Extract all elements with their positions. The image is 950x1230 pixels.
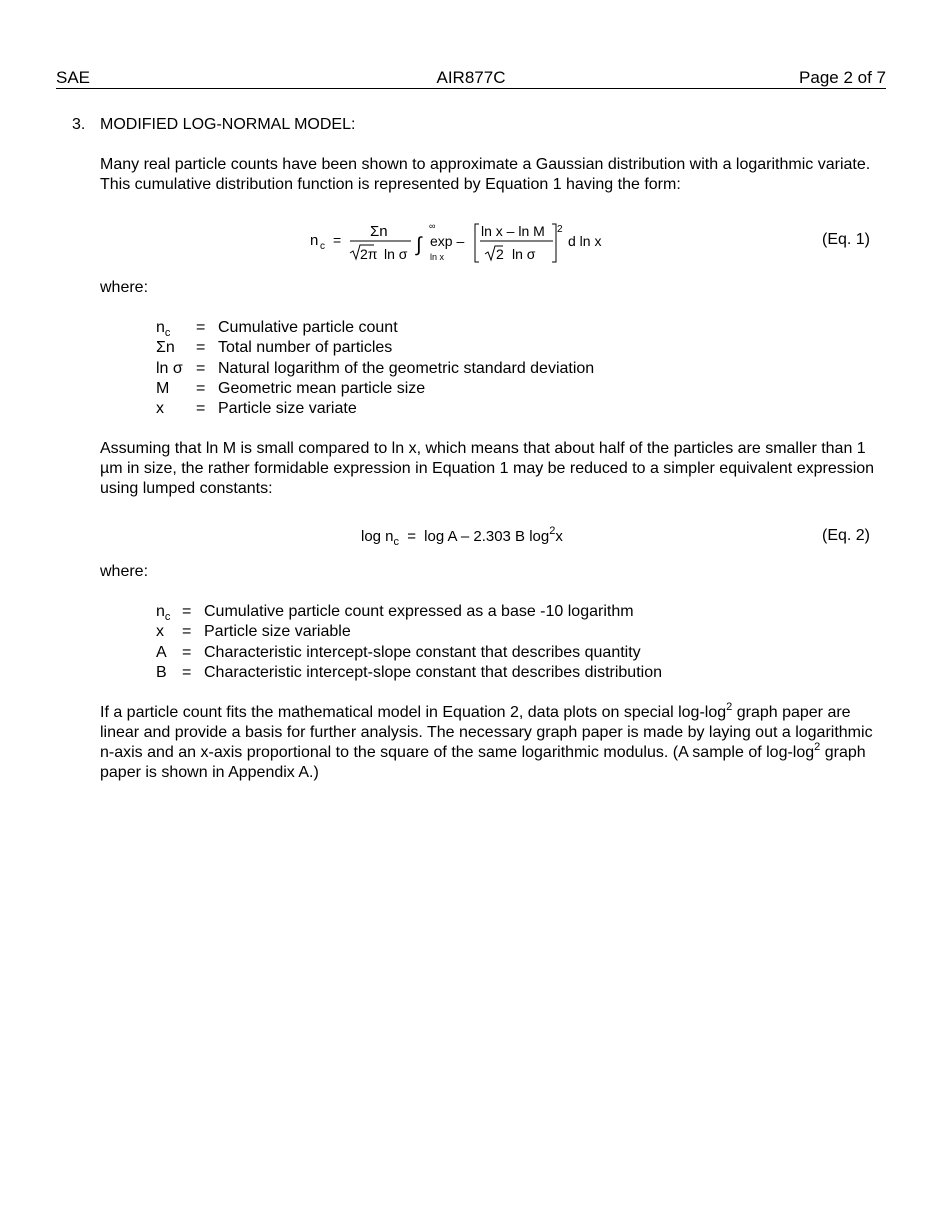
eq1-left-bracket-icon (475, 224, 479, 262)
header-document-id: AIR877C (436, 68, 506, 87)
page-header (56, 68, 886, 89)
definition-symbol: Σn (156, 339, 175, 357)
section-title: MODIFIED LOG-NORMAL MODEL: (100, 116, 356, 133)
eq1-lhs: n (310, 232, 319, 249)
definition-equals: = (196, 379, 206, 397)
definition-symbol: x (156, 400, 164, 418)
eq1-lower-limit: ln x (430, 252, 445, 262)
definition-symbol: M (156, 379, 170, 397)
definition-row (156, 359, 594, 379)
definition-text: Characteristic intercept-slope constant that describes distribution (204, 663, 662, 681)
eq2-lhs-sub: c (393, 536, 400, 548)
definition-text: Cumulative particle count (218, 319, 398, 336)
paragraph-graph-paper-part3: graph paper is shown in Appendix A.) (100, 744, 866, 781)
definition-symbol: n (156, 319, 165, 336)
eq1-denom-tail: ln σ (384, 246, 408, 262)
eq2-equals: = (407, 528, 416, 545)
eq1-inner-denom-root: 2 (496, 246, 504, 262)
section-heading (72, 115, 355, 135)
eq1-denom-root: 2π (360, 246, 378, 262)
eq2-rhs-sup: 2 (549, 525, 556, 537)
definition-row (156, 622, 662, 642)
definition-equals: = (196, 339, 206, 357)
definition-text: Particle size variable (204, 623, 351, 641)
equation-1 (300, 218, 640, 268)
definition-equals: = (196, 319, 206, 336)
eq1-label: (Eq. 1) (821, 231, 870, 248)
definition-text: Characteristic intercept-slope constant that describes quantity (204, 643, 641, 661)
eq1-lhs-sub: c (320, 241, 325, 252)
definition-row (156, 663, 662, 683)
eq1-numerator: Σn (370, 223, 388, 240)
definition-row (156, 643, 662, 663)
definition-symbol: x (156, 623, 164, 641)
definition-equals: = (182, 663, 192, 681)
eq1-integral: ∫ (416, 234, 422, 256)
definition-row (156, 338, 594, 358)
eq2-rhs-b: x (555, 528, 563, 545)
header-page-number: Page 2 of 7 (799, 68, 886, 87)
definition-text: Particle size variate (218, 400, 357, 418)
definition-symbol: ln σ (156, 359, 183, 377)
definition-symbol-sub: c (164, 611, 171, 623)
eq1-right-bracket-icon (552, 224, 556, 262)
definition-text: Cumulative particle count expressed as a base -10 logarithm (204, 603, 634, 620)
definition-symbol: n (156, 603, 165, 620)
eq1-inner-numerator: ln x – ln M (481, 223, 545, 239)
definition-row (156, 318, 594, 338)
eq2-label: (Eq. 2) (821, 527, 870, 544)
definition-text: Natural logarithm of the geometric standard deviation (218, 359, 595, 377)
where-label-1: where: (100, 279, 149, 296)
definition-symbol-sub: c (164, 327, 171, 339)
eq1-exp: exp – (430, 233, 465, 249)
definition-equals: = (182, 623, 192, 641)
definition-equals: = (196, 359, 206, 377)
definition-equals: = (196, 400, 206, 418)
eq1-upper-limit: ∞ (429, 221, 436, 231)
paragraph-assumption: Assuming that ln M is small compared to ln x, which means that about half of the particles are smaller than 1 µm in size, the rather formidable expression in Equation 1 may be reduced to a simpler equivalent expression using lumped constants: (100, 440, 875, 497)
definition-row (156, 602, 662, 622)
definitions-list-2 (156, 602, 662, 683)
paragraph-graph-paper-part1: If a particle count fits the mathematical model in Equation 2, data plots on special log-log (100, 704, 727, 721)
definition-text: Total number of particles (218, 339, 393, 357)
where-label-2: where: (100, 563, 149, 580)
eq2-lhs: log n (361, 528, 394, 545)
definition-equals: = (182, 603, 192, 620)
eq1-tail: d ln x (568, 233, 602, 249)
eq1-inner-denom-tail: ln σ (512, 246, 536, 262)
paragraph-graph-paper-sup2: 2 (814, 741, 821, 753)
paragraph-intro: Many real particle counts have been shown to approximate a Gaussian distribution with a logarithmic variate. This cumulative distribution function is represented by Equation 1 having the form: (100, 156, 871, 193)
equation-2 (361, 527, 563, 547)
definition-symbol: B (156, 663, 167, 681)
paragraph-graph-paper (100, 703, 875, 783)
header-organization: SAE (56, 68, 91, 87)
definition-equals: = (182, 643, 192, 661)
eq2-rhs-a: log A – 2.303 B log (424, 528, 550, 545)
definition-row (156, 399, 594, 419)
definition-text: Geometric mean particle size (218, 379, 426, 397)
paragraph-graph-paper-sup1: 2 (726, 701, 733, 713)
eq1-equals: = (333, 232, 342, 248)
section-number: 3. (72, 116, 86, 133)
definition-symbol: A (156, 643, 167, 661)
definitions-list-1 (156, 318, 594, 419)
paragraph-graph-paper-part2: graph paper are linear and provide a basis for further analysis. The necessary graph paper is made by laying out a logarithmic n-axis and an x-axis proportional to the square of the same logarithmic modulus. (A sample of log-log (100, 704, 873, 761)
eq1-power: 2 (557, 224, 563, 235)
definition-row (156, 379, 594, 399)
